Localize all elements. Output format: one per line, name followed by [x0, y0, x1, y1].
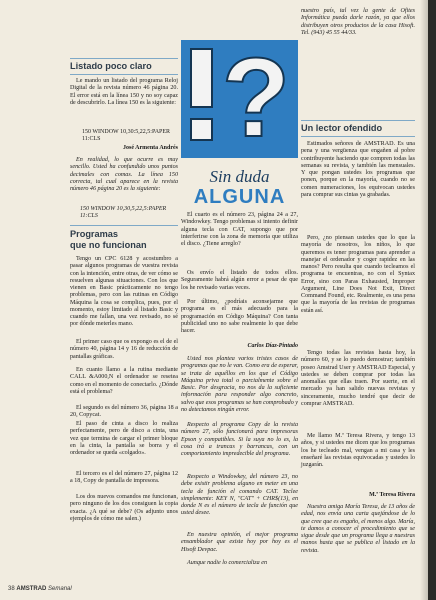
heading-rule: [70, 225, 178, 226]
programas-heading-line2: que no funcionan: [70, 240, 147, 250]
listado-code-correct: 150 WINDOW 10,30,5,22,5:PAPER 11:CLS: [80, 206, 167, 220]
programas-p3: En cuanto llamo a la rutina mediante CALL &A000,N el ordenador se resetea como en el momento de conectarlo. ¿Dónde está el problema?: [70, 367, 178, 395]
programas-p5: El paso de cinta a disco lo realiza perfectamente, pero de disco a cinta, una vez que termina de cargar el primer bloque en la cinta, la pantalla se borra y el ordenador se queda «colgado».: [70, 421, 178, 456]
page-number: 38: [8, 586, 15, 592]
programas-p1: Tengo un CPC 6128 y acostumbro a pasar algunos programas de vuestra revista con la intención, entre otras, de ver cómo se resuelven algunas situaciones. Con los que vienen en Basic prácticamente no tengo problemas, pero con las rutinas en Código Máquina la cosa se complica, pues, por el momento, estoy limitado al listado Basic y cuando me fallan, una vez revisado, no sé por dónde meterles mano.: [70, 256, 178, 328]
heading-rule: [70, 58, 178, 59]
programas-p2: El primer caso que os expongo es el de el número 40, página 14 y 16 de reducción de pantallas gráficas.: [70, 339, 178, 360]
page-footer: [8, 586, 72, 592]
listado-code-wrong: 150 WINDOW 10,30:5,22,5:PAPER 11:CLS: [82, 129, 171, 143]
programas-p4: El segundo es del número 36, página 18 a 20, Copycat.: [70, 405, 178, 419]
exclamation-bar-icon: [190, 48, 213, 108]
listado-signature: José Armenta Andrés: [123, 145, 178, 151]
section-title-sin-duda: Sin duda: [209, 167, 270, 186]
heading-rule: [301, 120, 415, 121]
question-mark-logo: [181, 40, 298, 158]
section-title-alguna: ALGUNA: [193, 186, 286, 208]
teresa-reply: Nuestra amiga María Teresa, de 13 años de edad, nos envía una carta quejándose de lo que cree que es engaño, el menos algo. María, te damos a conocer el procedimiento que se sigue desde que un programa llega a nuestras manos hasta que se publica el listado en la revista.: [301, 504, 415, 554]
reply-paragraph-5: Aunque nadie lo comercializa en: [187, 560, 267, 566]
reply-paragraph-1: Usted nos plantea varios tristes casos de programas que no le van. Como era de esperar, se trata de aquéllos en los que el Código Máquina priva total o parcialmente sobre el Basic. Por desgracia, no nos da la suficiente información para responder algo concreto, salvo que esos programas se han comprobado y no detectamos ningún error.: [181, 356, 298, 413]
lector-p2: Pero, ¿no piensan ustedes que lo que la mayoría de nosotros, los niños, lo que queremos es tener programas para aprender a manejar el ordenador y coger rapidez en las manos? Pero resulta que cuando tecleamos el programa te encuentras, no con el Syntax Error, sino con Paras Exhausted, Improper Argument, Line Does Not Exit, Direct Command Found, etc. Realmente, es una pena que la mayoría de las revistas de programas están así.: [301, 235, 415, 314]
ofites-continuation: nuestro país, tal vez la gente de Ofites Informática pueda darle razón, ya que ellos distribuyen otros productos de la casa Hisoft. Tel. (943) 45 55 44/33.: [301, 8, 415, 36]
carlos-signature: Carlos Díaz-Pintado: [247, 343, 298, 349]
lector-p1: Estimados señores de AMSTRAD. Es una pena y una vergüenza que engañen al pobre contribuyente haciendo que compren todas las semanas su revista, y también las mensuales. Y que pongan ustedes los programas que ponen, porque en la mayoría, cuando no se comen numeraciones, los equivocan ustedes para comprar sus cintas ya grabadas.: [301, 141, 415, 198]
question-mark-icon: ?: [221, 40, 291, 158]
lector-p4: Me llamo M.ª Teresa Rivera, y tengo 13 años, y si ustedes me dicen que los programas los he tecleado mal, vengan a mi casa y les enseñaré las revistas equivocadas y ustedes lo juzgarán.: [301, 433, 415, 468]
listado-heading: Listado poco claro: [70, 61, 152, 71]
windowkey-paragraph: El cuarto es el número 23, página 24 a 27, Windowkey. Tengo problemas si intento definir alguna tecla con CAT, supongo que por interferirse con la zona de memoria que utiliza el disco. ¿Tiene arreglo?: [181, 212, 298, 247]
footer-brand: AMSTRAD: [16, 586, 47, 592]
listado-reply: En realidad, lo que ocurre es muy sencillo. Usted ha confundido unos puntos decimales con comas. La línea 150 correcta, tal cual aparece en la revista número 46 página 20 es la siguiente:: [70, 157, 178, 192]
reply-paragraph-3: Respecto a Windowkey, del número 23, no debe existir problema alguno en meter en una tecla de función el comando CAT. Teclee simplemente: KEY N, "CAT" + CHR$(13), en donde N es el número de tecla de función que usted desee.: [181, 474, 298, 517]
heading-rule: [70, 74, 178, 75]
lector-ofendido-heading: Un lector ofendido: [301, 123, 383, 133]
exclamation-dot-icon: [190, 118, 213, 141]
programas-heading-line1: Programas: [70, 229, 119, 239]
listado-envio-paragraph: Os envío el listado de todos ellos. Seguramente habrá algún error a pesar de que los he revisado varias veces.: [181, 270, 298, 291]
footer-edition: Semanal: [48, 586, 72, 592]
reply-paragraph-2: Respecto al programa Copy de la revista número 27, sólo funcionará para impresoras Epson y compatibles. Si la suya no lo es, la cosa irá a trancas y barrancas, con un comportamiento impredecible del programa.: [181, 422, 298, 457]
lector-p3: Tengo todas las revistas hasta hoy, la número 60, y se lo puedo demostrar; también poseo Amstrad User y AMSTRAD Especial, y ustedes se deben comprar por todas las anomalías que ellas traen. Por suerte, en el mercado ya han salido nuevas revistas y sinceramente, mucho tendré que decir de comprar AMSTRAD.: [301, 350, 415, 407]
programas-p7: Los dos nuevos comandos me funcionan, pero ninguno de los dos consiguen la copia exacta. ¿A qué se debe? (Os adjunto unos ejemplos de cómo me salen.): [70, 494, 178, 522]
teresa-signature: M.ª Teresa Rivera: [369, 492, 415, 498]
listado-letter: Le mando un listado del programa Reloj Digital de la revista número 46 página 20. El error está en la línea 150 y no soy capaz de descubrirlo. La línea 150 es la siguiente:: [70, 78, 178, 106]
reply-paragraph-4: En nuestra opinión, el mejor programa ensamblador que existe hoy por hoy es el Hisoft Devpac.: [181, 532, 298, 553]
programas-p6: El tercero es el del número 27, página 12 a 18, Copy de pantalla de impresora.: [70, 471, 178, 485]
codigo-maquina-paragraph: Por último, ¿podríais aconsejarme que programa es el más adecuado para la programación en Código Máquina? Con tanta publicidad uno no sabe realmente lo que debe hacer.: [181, 299, 298, 334]
heading-rule: [301, 136, 415, 137]
